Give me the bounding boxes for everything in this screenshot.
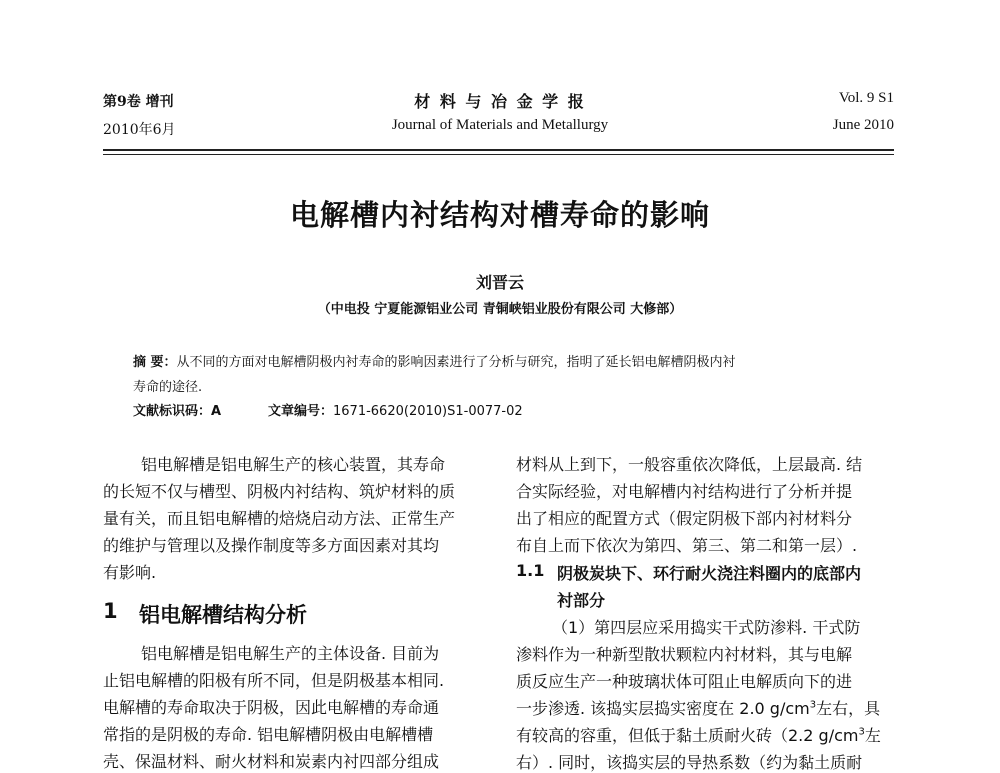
subsection-number: 1.1 — [516, 561, 545, 580]
date-en: June 2010 — [832, 117, 894, 133]
abstract-label: 摘 要： — [133, 355, 177, 370]
body-line: 材料从上到下，一般容重依次降低，上层最高. 结 — [516, 455, 863, 474]
section-number: 1 — [103, 599, 118, 623]
intro-line: 铝电解槽是铝电解生产的核心装置，其寿命 — [141, 455, 446, 474]
journal-en: Journal of Materials and Metallurgy — [391, 117, 609, 133]
body-line: 出了相应的配置方式（假定阴极下部内衬材料分 — [516, 509, 853, 528]
body-line: 止铝电解槽的阳极有所不同，但是阴极基本相同. — [103, 671, 445, 690]
body-line: 质反应生产一种玻璃状体可阻止电解质向下的进 — [516, 672, 853, 691]
intro-line: 量有关，而且铝电解槽的焙烧启动方法、正常生产 — [103, 509, 456, 528]
author: 刘晋云 — [475, 273, 524, 292]
body-line: （1）第四层应采用捣实干式防渗料. 干式防 — [552, 618, 861, 637]
paper-title: 电解槽内衬结构对槽寿命的影响 — [289, 198, 710, 232]
body-line: 右）. 同时，该捣实层的导热系数（约为黏土质耐 — [516, 753, 863, 772]
header-rule-thin — [103, 154, 894, 155]
abstract-text-2: 寿命的途径. — [133, 380, 203, 395]
intro-line: 的维护与管理以及操作制度等多方面因素对其均 — [103, 536, 440, 555]
affiliation: （中电投 宁夏能源铝业公司 青铜峡铝业股份有限公司 大修部） — [317, 302, 683, 317]
volume-en: Vol. 9 S1 — [838, 90, 894, 106]
intro-line: 的长短不仅与槽型、阴极内衬结构、筑炉材料的质 — [103, 482, 456, 501]
abstract-text-1: 从不同的方面对电解槽阴极内衬寿命的影响因素进行了分析与研究，指明了延长铝电解槽阴极内衬 — [176, 355, 736, 370]
body-line: 电解槽的寿命取决于阴极，因此电解槽的寿命通 — [103, 698, 440, 717]
intro-line: 有影响. — [103, 563, 157, 582]
body-line: 一步渗透. 该捣实层捣实密度在 2.0 $g/cm^3$左右，具 — [516, 699, 881, 718]
body-line: 渗料作为一种新型散状颗粒内衬材料，其与电解 — [516, 645, 853, 664]
date-cn: 2010年6月 — [103, 122, 176, 138]
doc-code: A — [211, 404, 222, 419]
body-line: 铝电解槽是铝电解生产的主体设备. 目前为 — [141, 644, 440, 663]
journal-cn: 材 料 与 冶 金 学 报 — [414, 92, 586, 111]
body-line: 壳、保温材料、耐火材料和炭素内衬四部分组成 — [103, 752, 440, 771]
body-line: 有较高的容重，但低于黏土质耐火砖（2.2 $g/cm^3$左 — [516, 726, 881, 745]
article-no-label: 文章编号： — [268, 404, 334, 419]
body-line: 常指的是阴极的寿命. 铝电解槽阴极由电解槽槽 — [103, 725, 434, 744]
section-title: 铝电解槽结构分析 — [139, 603, 307, 627]
article-no: 1671-6620(2010)S1-0077-02 — [333, 404, 523, 419]
article-no-line — [268, 400, 523, 419]
subsection-title-cont: 衬部分 — [557, 591, 606, 610]
volume-cn: 第9卷 增刊 — [103, 94, 174, 110]
subsection-title: 阴极炭块下、环行耐火浇注料圈内的底部内 — [557, 564, 862, 583]
body-line: 布自上而下依次为第四、第三、第二和第一层）. — [516, 536, 858, 555]
body-line: 合实际经验，对电解槽内衬结构进行了分析并提 — [516, 482, 853, 501]
header-rule-thick — [103, 149, 894, 151]
doc-code-line — [133, 400, 221, 419]
abstract-line-1 — [133, 351, 736, 370]
doc-code-label: 文献标识码： — [133, 404, 212, 419]
